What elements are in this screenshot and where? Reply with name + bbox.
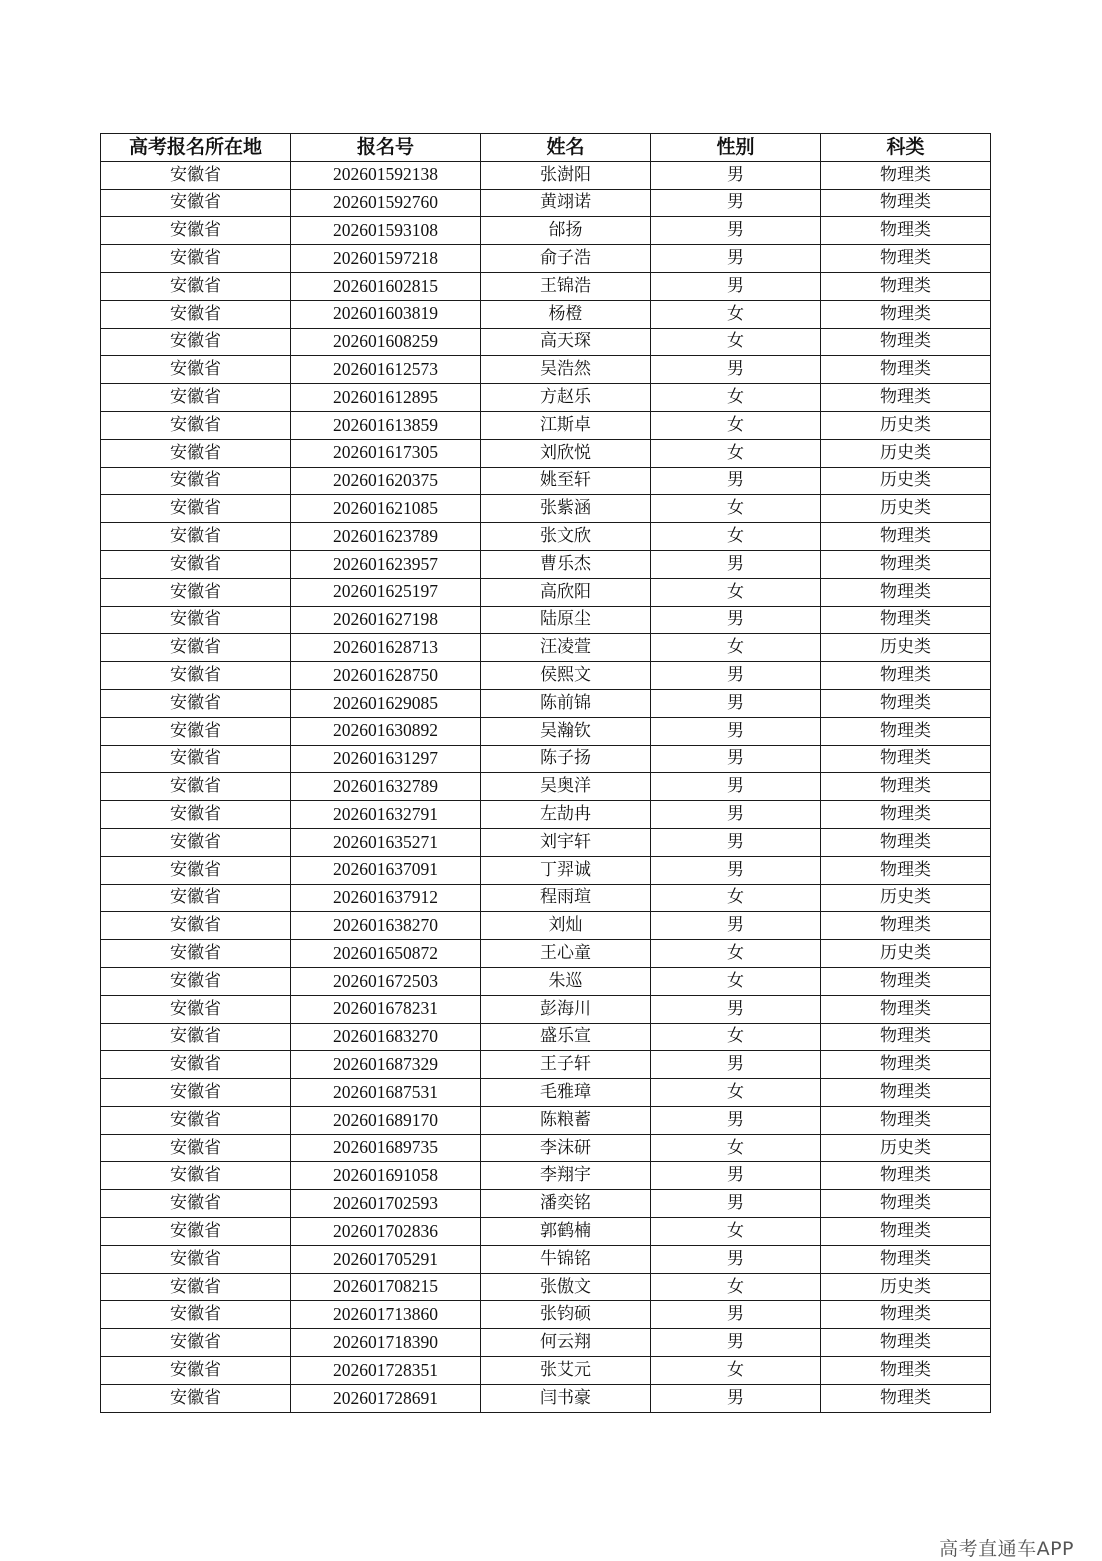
cell-province: 安徽省 xyxy=(101,717,291,745)
header-row xyxy=(101,134,991,162)
cell-name: 高天琛 xyxy=(481,328,651,356)
table-row xyxy=(101,1218,991,1246)
cell-subject-category: 物理类 xyxy=(821,328,991,356)
cell-province: 安徽省 xyxy=(101,1357,291,1385)
cell-subject-category: 历史类 xyxy=(821,1273,991,1301)
table-row xyxy=(101,328,991,356)
cell-registration-number: 202601687531 xyxy=(291,1079,481,1107)
cell-gender: 女 xyxy=(651,1134,821,1162)
cell-subject-category: 物理类 xyxy=(821,773,991,801)
cell-subject-category: 历史类 xyxy=(821,439,991,467)
cell-subject-category: 物理类 xyxy=(821,856,991,884)
table-row xyxy=(101,356,991,384)
cell-name: 左劼冉 xyxy=(481,801,651,829)
cell-registration-number: 202601602815 xyxy=(291,272,481,300)
cell-gender: 女 xyxy=(651,1079,821,1107)
cell-gender: 男 xyxy=(651,272,821,300)
table-row xyxy=(101,1162,991,1190)
cell-subject-category: 物理类 xyxy=(821,1106,991,1134)
cell-province: 安徽省 xyxy=(101,1051,291,1079)
cell-subject-category: 物理类 xyxy=(821,912,991,940)
cell-registration-number: 202601608259 xyxy=(291,328,481,356)
cell-subject-category: 历史类 xyxy=(821,1134,991,1162)
cell-name: 姚至轩 xyxy=(481,467,651,495)
cell-gender: 男 xyxy=(651,856,821,884)
cell-name: 吴浩然 xyxy=(481,356,651,384)
cell-gender: 男 xyxy=(651,801,821,829)
table-row xyxy=(101,467,991,495)
cell-gender: 男 xyxy=(651,717,821,745)
table-row xyxy=(101,578,991,606)
cell-province: 安徽省 xyxy=(101,467,291,495)
cell-subject-category: 物理类 xyxy=(821,1329,991,1357)
cell-province: 安徽省 xyxy=(101,884,291,912)
cell-subject-category: 物理类 xyxy=(821,1218,991,1246)
cell-registration-number: 202601713860 xyxy=(291,1301,481,1329)
table-row xyxy=(101,1079,991,1107)
cell-registration-number: 202601623957 xyxy=(291,550,481,578)
cell-gender: 女 xyxy=(651,578,821,606)
cell-province: 安徽省 xyxy=(101,523,291,551)
cell-gender: 女 xyxy=(651,940,821,968)
cell-subject-category: 物理类 xyxy=(821,828,991,856)
header-gender: 性别 xyxy=(651,134,821,162)
cell-subject-category: 历史类 xyxy=(821,940,991,968)
cell-province: 安徽省 xyxy=(101,940,291,968)
cell-registration-number: 202601623789 xyxy=(291,523,481,551)
cell-province: 安徽省 xyxy=(101,1106,291,1134)
cell-name: 高欣阳 xyxy=(481,578,651,606)
cell-registration-number: 202601689735 xyxy=(291,1134,481,1162)
cell-province: 安徽省 xyxy=(101,1245,291,1273)
cell-gender: 女 xyxy=(651,495,821,523)
cell-subject-category: 物理类 xyxy=(821,717,991,745)
table-row xyxy=(101,1023,991,1051)
cell-name: 陈粮蓄 xyxy=(481,1106,651,1134)
cell-province: 安徽省 xyxy=(101,300,291,328)
table-row xyxy=(101,1134,991,1162)
table-row xyxy=(101,439,991,467)
cell-name: 郭鹤楠 xyxy=(481,1218,651,1246)
cell-registration-number: 202601628713 xyxy=(291,634,481,662)
cell-subject-category: 物理类 xyxy=(821,662,991,690)
cell-name: 刘欣悦 xyxy=(481,439,651,467)
table-row xyxy=(101,884,991,912)
table-row xyxy=(101,189,991,217)
cell-gender: 女 xyxy=(651,328,821,356)
cell-gender: 男 xyxy=(651,1051,821,1079)
cell-name: 潘奕铭 xyxy=(481,1190,651,1218)
cell-gender: 女 xyxy=(651,1357,821,1385)
cell-gender: 男 xyxy=(651,1384,821,1412)
cell-province: 安徽省 xyxy=(101,550,291,578)
cell-subject-category: 物理类 xyxy=(821,1190,991,1218)
cell-province: 安徽省 xyxy=(101,439,291,467)
cell-subject-category: 物理类 xyxy=(821,550,991,578)
cell-gender: 男 xyxy=(651,1329,821,1357)
cell-registration-number: 202601628750 xyxy=(291,662,481,690)
cell-subject-category: 物理类 xyxy=(821,1023,991,1051)
cell-registration-number: 202601632789 xyxy=(291,773,481,801)
cell-name: 曹乐杰 xyxy=(481,550,651,578)
cell-name: 张澍阳 xyxy=(481,161,651,189)
cell-province: 安徽省 xyxy=(101,995,291,1023)
cell-subject-category: 物理类 xyxy=(821,1162,991,1190)
cell-registration-number: 202601592138 xyxy=(291,161,481,189)
cell-gender: 男 xyxy=(651,245,821,273)
cell-subject-category: 物理类 xyxy=(821,356,991,384)
cell-province: 安徽省 xyxy=(101,967,291,995)
cell-gender: 男 xyxy=(651,217,821,245)
cell-name: 陈前锦 xyxy=(481,689,651,717)
table-row xyxy=(101,634,991,662)
cell-subject-category: 物理类 xyxy=(821,161,991,189)
cell-subject-category: 物理类 xyxy=(821,523,991,551)
cell-registration-number: 202601637912 xyxy=(291,884,481,912)
cell-province: 安徽省 xyxy=(101,1190,291,1218)
table-row xyxy=(101,217,991,245)
cell-province: 安徽省 xyxy=(101,801,291,829)
cell-registration-number: 202601691058 xyxy=(291,1162,481,1190)
cell-registration-number: 202601728691 xyxy=(291,1384,481,1412)
table-row xyxy=(101,773,991,801)
cell-province: 安徽省 xyxy=(101,495,291,523)
table-row xyxy=(101,662,991,690)
table-row xyxy=(101,1384,991,1412)
cell-subject-category: 历史类 xyxy=(821,467,991,495)
cell-gender: 女 xyxy=(651,384,821,412)
table-row xyxy=(101,745,991,773)
cell-subject-category: 历史类 xyxy=(821,411,991,439)
cell-name: 张钧硕 xyxy=(481,1301,651,1329)
cell-name: 俞子浩 xyxy=(481,245,651,273)
cell-subject-category: 物理类 xyxy=(821,384,991,412)
cell-name: 江斯卓 xyxy=(481,411,651,439)
table-row xyxy=(101,1245,991,1273)
cell-registration-number: 202601632791 xyxy=(291,801,481,829)
cell-province: 安徽省 xyxy=(101,189,291,217)
header-name: 姓名 xyxy=(481,134,651,162)
cell-province: 安徽省 xyxy=(101,578,291,606)
cell-province: 安徽省 xyxy=(101,217,291,245)
table-row xyxy=(101,828,991,856)
cell-gender: 女 xyxy=(651,411,821,439)
cell-registration-number: 202601637091 xyxy=(291,856,481,884)
cell-registration-number: 202601635271 xyxy=(291,828,481,856)
table-row xyxy=(101,523,991,551)
cell-registration-number: 202601631297 xyxy=(291,745,481,773)
cell-subject-category: 物理类 xyxy=(821,578,991,606)
cell-province: 安徽省 xyxy=(101,1384,291,1412)
cell-registration-number: 202601597218 xyxy=(291,245,481,273)
header-registration-number: 报名号 xyxy=(291,134,481,162)
cell-registration-number: 202601617305 xyxy=(291,439,481,467)
cell-name: 刘灿 xyxy=(481,912,651,940)
header-province: 高考报名所在地 xyxy=(101,134,291,162)
cell-province: 安徽省 xyxy=(101,272,291,300)
table-row xyxy=(101,689,991,717)
cell-name: 毛雅璋 xyxy=(481,1079,651,1107)
header-subject-category: 科类 xyxy=(821,134,991,162)
cell-province: 安徽省 xyxy=(101,856,291,884)
cell-registration-number: 202601612895 xyxy=(291,384,481,412)
cell-registration-number: 202601708215 xyxy=(291,1273,481,1301)
cell-gender: 女 xyxy=(651,1273,821,1301)
cell-subject-category: 历史类 xyxy=(821,884,991,912)
table-row xyxy=(101,1329,991,1357)
cell-subject-category: 物理类 xyxy=(821,801,991,829)
cell-registration-number: 202601613859 xyxy=(291,411,481,439)
admission-list-table xyxy=(100,133,991,1413)
cell-subject-category: 物理类 xyxy=(821,1301,991,1329)
cell-subject-category: 物理类 xyxy=(821,745,991,773)
cell-gender: 男 xyxy=(651,689,821,717)
cell-registration-number: 202601705291 xyxy=(291,1245,481,1273)
cell-registration-number: 202601672503 xyxy=(291,967,481,995)
cell-registration-number: 202601678231 xyxy=(291,995,481,1023)
cell-gender: 女 xyxy=(651,1218,821,1246)
cell-name: 张文欣 xyxy=(481,523,651,551)
cell-province: 安徽省 xyxy=(101,1023,291,1051)
cell-gender: 男 xyxy=(651,1162,821,1190)
cell-name: 盛乐宣 xyxy=(481,1023,651,1051)
cell-gender: 女 xyxy=(651,439,821,467)
cell-gender: 男 xyxy=(651,1190,821,1218)
table-row xyxy=(101,161,991,189)
cell-name: 汪凌萱 xyxy=(481,634,651,662)
cell-gender: 女 xyxy=(651,1023,821,1051)
cell-name: 闫书豪 xyxy=(481,1384,651,1412)
cell-gender: 男 xyxy=(651,773,821,801)
cell-province: 安徽省 xyxy=(101,384,291,412)
cell-gender: 男 xyxy=(651,745,821,773)
cell-gender: 女 xyxy=(651,634,821,662)
cell-name: 彭海川 xyxy=(481,995,651,1023)
cell-subject-category: 物理类 xyxy=(821,189,991,217)
cell-province: 安徽省 xyxy=(101,1273,291,1301)
cell-name: 丁羿诚 xyxy=(481,856,651,884)
cell-name: 王子轩 xyxy=(481,1051,651,1079)
table-row xyxy=(101,411,991,439)
cell-subject-category: 物理类 xyxy=(821,217,991,245)
cell-registration-number: 202601612573 xyxy=(291,356,481,384)
cell-province: 安徽省 xyxy=(101,662,291,690)
table-row xyxy=(101,1301,991,1329)
table-row xyxy=(101,717,991,745)
cell-subject-category: 物理类 xyxy=(821,1357,991,1385)
table-row xyxy=(101,967,991,995)
cell-name: 陈子扬 xyxy=(481,745,651,773)
cell-province: 安徽省 xyxy=(101,745,291,773)
cell-subject-category: 物理类 xyxy=(821,1079,991,1107)
cell-name: 何云翔 xyxy=(481,1329,651,1357)
cell-name: 李沫研 xyxy=(481,1134,651,1162)
cell-subject-category: 物理类 xyxy=(821,300,991,328)
cell-name: 吴瀚钦 xyxy=(481,717,651,745)
cell-subject-category: 历史类 xyxy=(821,495,991,523)
cell-gender: 男 xyxy=(651,550,821,578)
cell-name: 黄翊诺 xyxy=(481,189,651,217)
table-row xyxy=(101,495,991,523)
table-row xyxy=(101,1106,991,1134)
cell-gender: 男 xyxy=(651,161,821,189)
cell-province: 安徽省 xyxy=(101,634,291,662)
cell-gender: 男 xyxy=(651,995,821,1023)
cell-province: 安徽省 xyxy=(101,773,291,801)
table-row xyxy=(101,940,991,968)
cell-gender: 男 xyxy=(651,1301,821,1329)
watermark-text: 高考直通车APP xyxy=(939,1538,1074,1560)
cell-subject-category: 历史类 xyxy=(821,634,991,662)
cell-registration-number: 202601627198 xyxy=(291,606,481,634)
cell-province: 安徽省 xyxy=(101,328,291,356)
table-row xyxy=(101,606,991,634)
cell-gender: 男 xyxy=(651,662,821,690)
cell-registration-number: 202601621085 xyxy=(291,495,481,523)
cell-province: 安徽省 xyxy=(101,1218,291,1246)
cell-province: 安徽省 xyxy=(101,1079,291,1107)
cell-registration-number: 202601592760 xyxy=(291,189,481,217)
cell-province: 安徽省 xyxy=(101,1329,291,1357)
cell-registration-number: 202601630892 xyxy=(291,717,481,745)
table-row xyxy=(101,272,991,300)
cell-province: 安徽省 xyxy=(101,411,291,439)
cell-subject-category: 物理类 xyxy=(821,1245,991,1273)
cell-name: 陆原尘 xyxy=(481,606,651,634)
cell-province: 安徽省 xyxy=(101,1134,291,1162)
cell-subject-category: 物理类 xyxy=(821,272,991,300)
table-header xyxy=(101,134,991,162)
cell-registration-number: 202601702836 xyxy=(291,1218,481,1246)
table-body xyxy=(101,161,991,1412)
cell-registration-number: 202601702593 xyxy=(291,1190,481,1218)
cell-name: 程雨瑄 xyxy=(481,884,651,912)
cell-registration-number: 202601603819 xyxy=(291,300,481,328)
cell-subject-category: 物理类 xyxy=(821,967,991,995)
cell-registration-number: 202601650872 xyxy=(291,940,481,968)
table-row xyxy=(101,995,991,1023)
cell-name: 张傲文 xyxy=(481,1273,651,1301)
cell-province: 安徽省 xyxy=(101,356,291,384)
cell-registration-number: 202601689170 xyxy=(291,1106,481,1134)
cell-province: 安徽省 xyxy=(101,245,291,273)
cell-name: 张紫涵 xyxy=(481,495,651,523)
cell-registration-number: 202601629085 xyxy=(291,689,481,717)
table-row xyxy=(101,245,991,273)
table-row xyxy=(101,1190,991,1218)
cell-gender: 女 xyxy=(651,967,821,995)
cell-province: 安徽省 xyxy=(101,1301,291,1329)
cell-gender: 男 xyxy=(651,467,821,495)
cell-subject-category: 物理类 xyxy=(821,1384,991,1412)
cell-registration-number: 202601718390 xyxy=(291,1329,481,1357)
cell-registration-number: 202601728351 xyxy=(291,1357,481,1385)
cell-name: 杨橙 xyxy=(481,300,651,328)
table-row xyxy=(101,550,991,578)
cell-name: 吴奥洋 xyxy=(481,773,651,801)
cell-gender: 男 xyxy=(651,912,821,940)
cell-gender: 男 xyxy=(651,828,821,856)
cell-province: 安徽省 xyxy=(101,606,291,634)
cell-gender: 男 xyxy=(651,1106,821,1134)
cell-name: 李翔宇 xyxy=(481,1162,651,1190)
table-row xyxy=(101,801,991,829)
cell-gender: 女 xyxy=(651,523,821,551)
cell-name: 方赵乐 xyxy=(481,384,651,412)
cell-name: 牛锦铭 xyxy=(481,1245,651,1273)
cell-subject-category: 物理类 xyxy=(821,1051,991,1079)
cell-province: 安徽省 xyxy=(101,828,291,856)
cell-registration-number: 202601687329 xyxy=(291,1051,481,1079)
table-row xyxy=(101,856,991,884)
cell-registration-number: 202601620375 xyxy=(291,467,481,495)
cell-gender: 男 xyxy=(651,189,821,217)
cell-name: 刘宇轩 xyxy=(481,828,651,856)
cell-subject-category: 物理类 xyxy=(821,245,991,273)
cell-gender: 男 xyxy=(651,1245,821,1273)
cell-registration-number: 202601625197 xyxy=(291,578,481,606)
cell-registration-number: 202601593108 xyxy=(291,217,481,245)
cell-subject-category: 物理类 xyxy=(821,689,991,717)
cell-name: 朱巡 xyxy=(481,967,651,995)
cell-name: 王心童 xyxy=(481,940,651,968)
cell-gender: 男 xyxy=(651,356,821,384)
cell-subject-category: 物理类 xyxy=(821,606,991,634)
cell-registration-number: 202601638270 xyxy=(291,912,481,940)
cell-registration-number: 202601683270 xyxy=(291,1023,481,1051)
table-row xyxy=(101,1051,991,1079)
table-row xyxy=(101,1273,991,1301)
cell-province: 安徽省 xyxy=(101,161,291,189)
cell-name: 张艾元 xyxy=(481,1357,651,1385)
table-row xyxy=(101,300,991,328)
cell-gender: 男 xyxy=(651,606,821,634)
cell-gender: 女 xyxy=(651,300,821,328)
cell-subject-category: 物理类 xyxy=(821,995,991,1023)
cell-province: 安徽省 xyxy=(101,912,291,940)
table-row xyxy=(101,384,991,412)
cell-gender: 女 xyxy=(651,884,821,912)
cell-province: 安徽省 xyxy=(101,689,291,717)
table-row xyxy=(101,1357,991,1385)
cell-name: 侯熙文 xyxy=(481,662,651,690)
cell-name: 邰扬 xyxy=(481,217,651,245)
table-row xyxy=(101,912,991,940)
cell-name: 王锦浩 xyxy=(481,272,651,300)
cell-province: 安徽省 xyxy=(101,1162,291,1190)
